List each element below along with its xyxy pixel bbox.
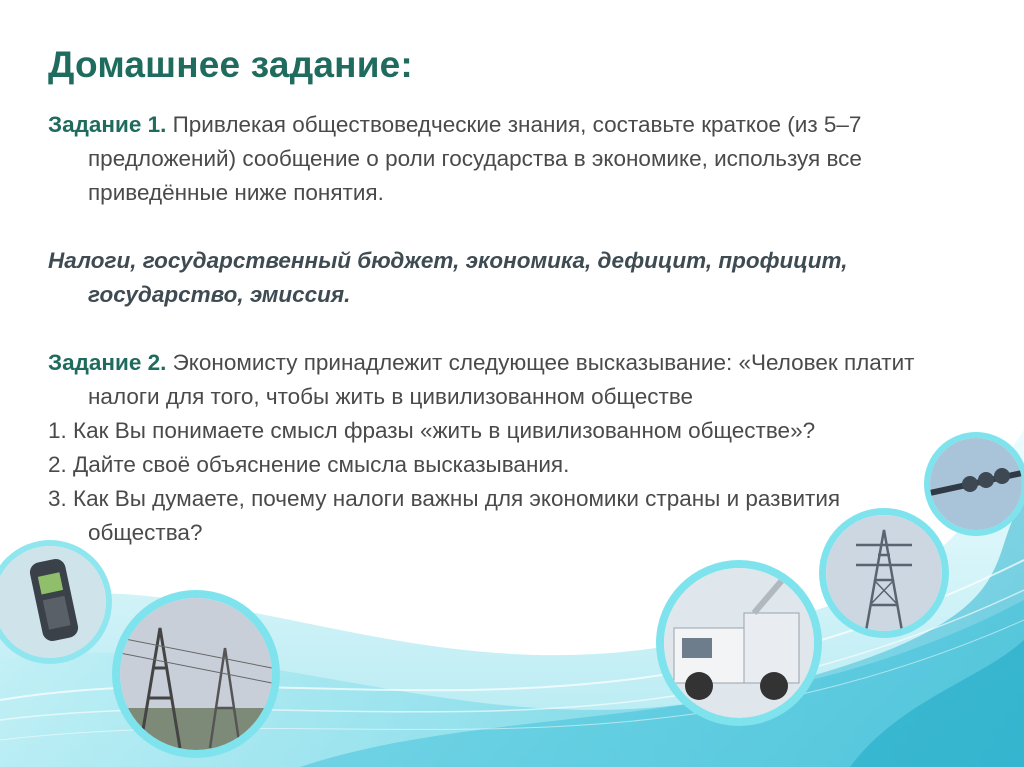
slide-body xyxy=(48,108,958,550)
task-2 xyxy=(48,346,958,414)
truck-photo xyxy=(664,568,814,718)
slide-title: Домашнее задание: xyxy=(48,44,413,85)
task-1-text: Привлекая обществоведческие знания, составьте краткое (из 5–7 предложений) сообщение о роли государства в экономике, используя все приведённые ниже понятия. xyxy=(88,112,862,205)
task-1 xyxy=(48,108,958,210)
task-2-text: Экономисту принадлежит следующее высказывание: «Человек платит налоги для того, чтобы жить в цивилизованном обществе xyxy=(88,350,915,409)
power-lines-photo xyxy=(120,598,272,750)
task-2-label: Задание 2. xyxy=(48,350,167,375)
task-1-label: Задание 1. xyxy=(48,112,167,137)
concepts-list: Налоги, государственный бюджет, экономика, дефицит, профицит, государство, эмиссия. xyxy=(48,248,848,307)
question-1: 1. Как Вы понимаете смысл фразы «жить в цивилизованном обществе»? xyxy=(48,418,816,443)
question-3: 3. Как Вы думаете, почему налоги важны для экономики страны и развития общества? xyxy=(48,486,841,545)
question-2: 2. Дайте своё объяснение смысла высказывания. xyxy=(48,452,570,477)
